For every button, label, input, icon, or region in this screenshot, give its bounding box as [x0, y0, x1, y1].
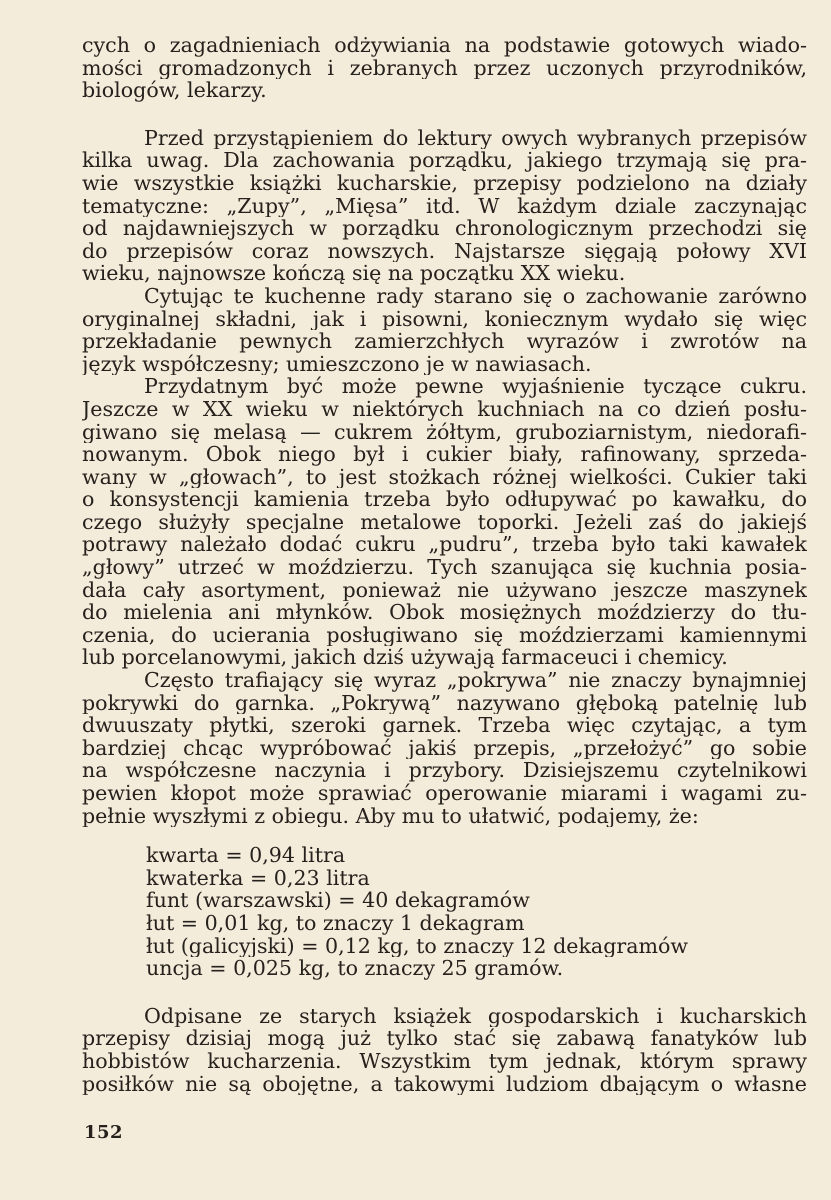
text-line: kilka uwag. Dla zachowania porządku, jakiego trzymają się pra- — [82, 149, 807, 172]
paragraph-closing — [82, 1005, 807, 1095]
text-line: pokrywki do garnka. „Pokrywą” nazywano głęboką patelnię lub — [82, 691, 807, 715]
text-line: lub porcelanowymi, jakich dziś używają farmaceuci i chemicy. — [82, 646, 728, 670]
text-line: wie wszystkie książki kucharskie, przepisy podzielono na działy — [82, 171, 807, 195]
text-line: na współczesne naczynia i przybory. Dzisiejszemu czytelnikowi — [82, 759, 807, 782]
measure-item: łut (galicyjski) = 0,12 kg, to znaczy 12 dekagramów — [146, 934, 689, 958]
text-line: czenia, do ucierania posługiwano się moździerzami kamiennymi — [82, 623, 807, 647]
text-line: oryginalnej składni, jak i pisowni, koniecznym wydało się więc — [82, 307, 807, 331]
text-line: do przepisów coraz nowszych. Najstarsze sięgają połowy XVI — [82, 239, 807, 263]
text-line: język współczesny; umieszczono je w nawiasach. — [82, 352, 592, 376]
measure-item: kwaterka = 0,23 litra — [146, 866, 370, 890]
text-line: dwuuszaty płytki, szeroki garnek. Trzeba więc czytając, a tym — [82, 714, 807, 737]
text-line: potrawy należało dodać cukru „pudru”, trzeba było taki kawałek — [82, 533, 807, 557]
paragraph-gap — [82, 980, 807, 1005]
text-line: o konsystencji kamienia trzeba było odłupywać po kawałku, do — [82, 488, 807, 511]
text-line: nowanym. Obok niego był i cukier biały, rafinowany, sprzeda- — [82, 443, 807, 466]
text-line: do mielenia ani młynków. Obok mosiężnych moździerzy do tłu- — [82, 601, 807, 624]
measures-list — [82, 844, 807, 980]
text-line: cych o zagadnieniach odżywiania na podstawie gotowych wiado- — [82, 34, 807, 57]
measure-item: łut = 0,01 kg, to znaczy 1 dekagram — [146, 911, 525, 935]
text-line: bardziej chcąc wypróbować jakiś przepis, „przełożyć” go sobie — [82, 736, 807, 760]
text-line: „głowy” utrzeć w moździerzu. Tych szanująca się kuchnia posia- — [82, 556, 807, 579]
text-line: przekładanie pewnych zamierzchłych wyrazów i zwrotów na — [82, 330, 807, 353]
paragraph-continuation — [82, 34, 807, 102]
paragraph-sugar — [82, 375, 807, 669]
text-line: wany w „głowach”, to jest stożkach różnej wielkości. Cukier taki — [82, 465, 807, 489]
text-line: giwano się melasą — cukrem żółtym, gruboziarnistym, niedorafi- — [82, 420, 807, 444]
text-line: posiłków nie są obojętne, a takowymi ludziom dbającym o własne — [82, 1072, 807, 1096]
paragraph-intro — [82, 127, 807, 285]
text-line: pełnie wyszłymi z obiegu. Aby mu to ułatwić, podajemy, że: — [82, 804, 699, 828]
measure-item: funt (warszawski) = 40 dekagramów — [146, 889, 530, 912]
page-number: 152 — [84, 1122, 124, 1143]
text-line: od najdawniejszych w porządku chronologicznym przechodzi się — [82, 217, 807, 240]
measure-item: kwarta = 0,94 litra — [146, 844, 346, 867]
text-line: Przydatnym być może pewne wyjaśnienie tyczące cukru. — [144, 375, 807, 398]
text-line: mości gromadzonych i zebranych przez uczonych przyrodników, — [82, 56, 807, 80]
measure-item: uncja = 0,025 kg, to znaczy 25 gramów. — [146, 957, 564, 980]
text-line: tematyczne: „Zupy”, „Mięsa” itd. W każdym dziale zaczynając — [82, 194, 807, 218]
text-line: wieku, najnowsze kończą się na początku XX wieku. — [82, 262, 626, 285]
text-line: Przed przystąpieniem do lektury owych wybranych przepisów — [144, 126, 807, 150]
paragraph-gap — [82, 102, 807, 127]
paragraph-gap — [82, 827, 807, 844]
paragraph-pokrywa — [82, 669, 807, 827]
text-line: przepisy dzisiaj mogą już tylko stać się zabawą fanatyków lub — [82, 1027, 807, 1050]
text-line: czego służyły specjalne metalowe toporki. Jeżeli zaś do jakiejś — [82, 510, 807, 534]
text-line: hobbistów kucharzenia. Wszystkim tym jednak, którym sprawy — [82, 1049, 807, 1073]
text-line: Często trafiający się wyraz „pokrywa” nie znaczy bynajmniej — [144, 669, 807, 692]
text-line: Odpisane ze starych książek gospodarskich i kucharskich — [144, 1004, 807, 1028]
text-line: biologów, lekarzy. — [82, 79, 267, 102]
text-line: dała cały asortyment, ponieważ nie używano jeszcze maszynek — [82, 578, 807, 602]
text-line: Jeszcze w XX wieku w niektórych kuchniach na co dzień posłu- — [82, 397, 807, 421]
text-line: pewien kłopot może sprawiać operowanie miarami i wagami zu- — [82, 782, 807, 805]
text-line: Cytując te kuchenne rady starano się o zachowanie zarówno — [144, 284, 807, 308]
paragraph-citations — [82, 285, 807, 375]
